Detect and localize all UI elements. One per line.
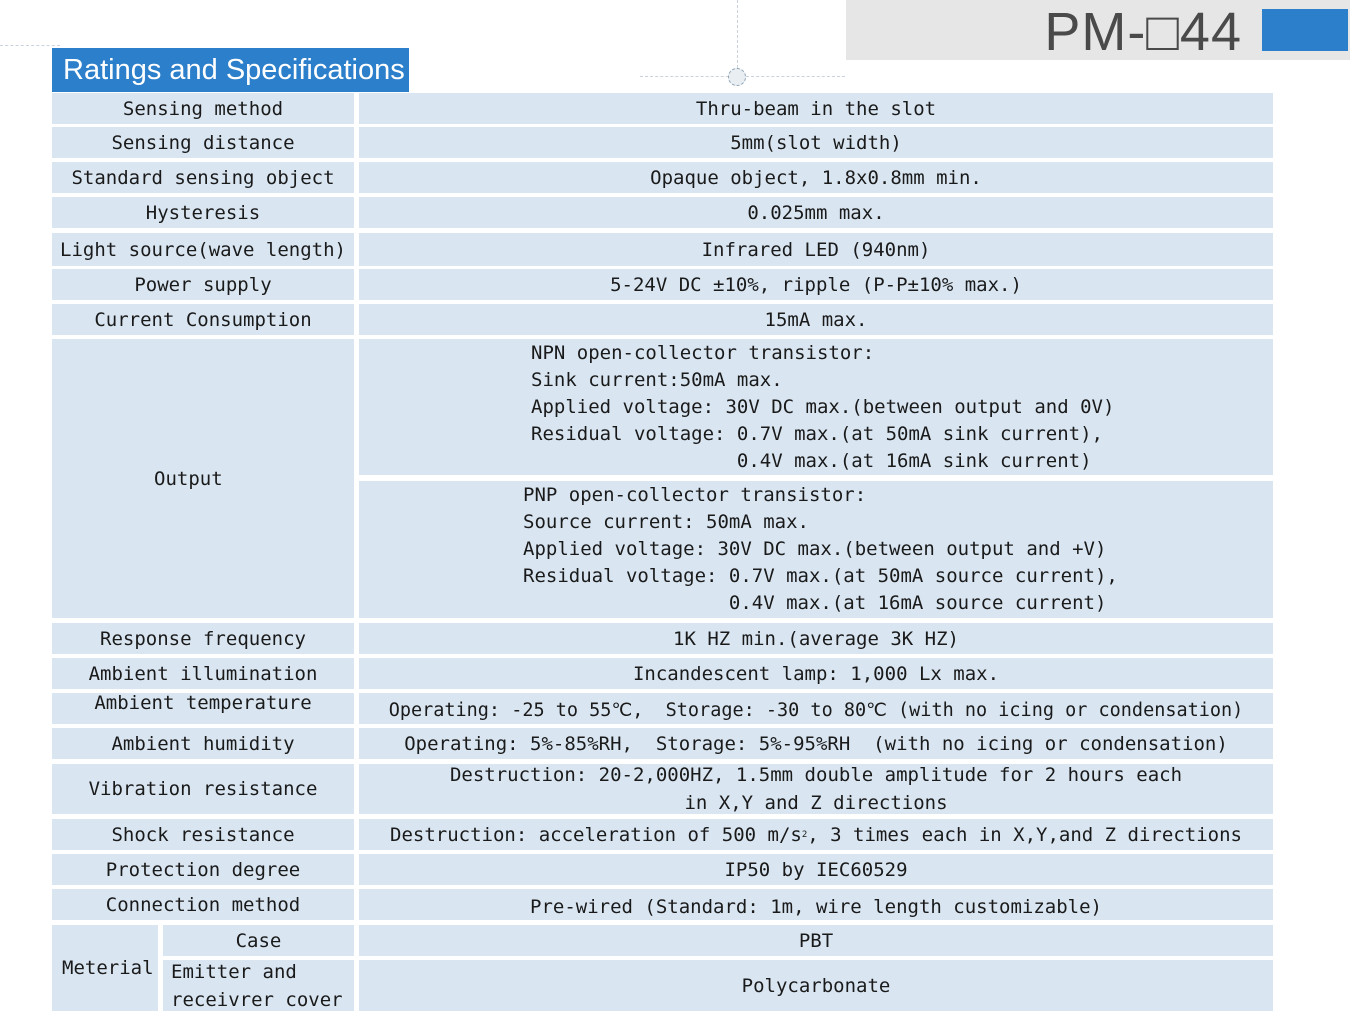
pnp-line: Residual voltage: 0.7V max.(at 50mA source current), (523, 565, 1118, 587)
rotation-handle[interactable] (728, 68, 746, 86)
value-cover: Polycarbonate (359, 960, 1273, 1011)
guide-line (737, 0, 738, 68)
value-output-pnp (359, 481, 1273, 618)
label-ambient-temperature: Ambient temperature (52, 693, 354, 724)
value-power-supply: 5-24V DC ±10%, ripple (P-P±10% max.) (359, 269, 1273, 300)
npn-line: Applied voltage: 30V DC max.(between output and 0V) (531, 395, 1115, 418)
npn-line: Sink current:50mA max. (531, 368, 783, 391)
label-sensing-method: Sensing method (52, 93, 354, 124)
label-sensing-distance: Sensing distance (52, 127, 354, 158)
label-response-frequency: Response frequency (52, 623, 354, 654)
label-cover (163, 960, 354, 1011)
label-protection-degree: Protection degree (52, 854, 354, 885)
value-response-frequency: 1K HZ min.(average 3K HZ) (359, 623, 1273, 654)
model-number: PM-□44 (1044, 2, 1242, 62)
label-connection-method: Connection method (52, 889, 354, 920)
section-title: Ratings and Specifications (52, 48, 409, 92)
cover-label-line: Emitter and (171, 960, 297, 983)
pnp-line: 0.4V max.(at 16mA source current) (523, 592, 1107, 614)
value-vibration-resistance (359, 764, 1273, 814)
label-material: Meterial (52, 925, 158, 1011)
shock-superscript: 2 (801, 829, 808, 840)
value-standard-object: Opaque object, 1.8x0.8mm min. (359, 162, 1273, 193)
value-current-consumption: 15mA max. (359, 304, 1273, 335)
value-hysteresis: 0.025mm max. (359, 197, 1273, 228)
shock-text: , 3 times each in X,Y,and Z directions (807, 823, 1242, 846)
value-ambient-illumination: Incandescent lamp: 1,000 Lx max. (359, 658, 1273, 689)
vibration-line: in X,Y and Z directions (684, 792, 948, 814)
pnp-line: PNP open-collector transistor: (523, 484, 867, 506)
value-protection-degree: IP50 by IEC60529 (359, 854, 1273, 885)
value-sensing-method: Thru-beam in the slot (359, 93, 1273, 124)
label-ambient-humidity: Ambient humidity (52, 728, 354, 759)
npn-line: NPN open-collector transistor: (531, 341, 875, 364)
value-shock-resistance (359, 819, 1273, 850)
value-ambient-humidity: Operating: 5%-85%RH, Storage: 5%-95%RH (with no icing or condensation) (359, 728, 1273, 759)
label-vibration-resistance: Vibration resistance (52, 764, 354, 814)
vibration-line: Destruction: 20-2,000HZ, 1.5mm double amplitude for 2 hours each (449, 764, 1183, 786)
label-shock-resistance: Shock resistance (52, 819, 354, 850)
label-current-consumption: Current Consumption (52, 304, 354, 335)
value-sensing-distance: 5mm(slot width) (359, 127, 1273, 158)
label-power-supply: Power supply (52, 269, 354, 300)
value-ambient-temperature: Operating: -25 to 55℃, Storage: -30 to 80℃ (with no icing or condensation) (359, 693, 1273, 724)
pnp-line: Applied voltage: 30V DC max.(between output and +V) (523, 538, 1107, 560)
pnp-line: Source current: 50mA max. (523, 511, 809, 533)
accent-block (1262, 9, 1348, 51)
value-light-source: Infrared LED (940nm) (359, 233, 1273, 266)
value-case: PBT (359, 925, 1273, 956)
value-output-npn (359, 339, 1273, 475)
label-ambient-illumination: Ambient illumination (52, 658, 354, 689)
label-case: Case (163, 925, 354, 956)
cover-label-line: receivrer cover (171, 988, 343, 1011)
label-standard-object: Standard sensing object (52, 162, 354, 193)
guide-line (0, 45, 60, 46)
value-connection-method: Pre-wired (Standard: 1m, wire length customizable) (359, 889, 1273, 920)
label-light-source: Light source(wave length) (52, 233, 354, 266)
shock-text: Destruction: acceleration of 500 m/s (390, 823, 802, 846)
label-hysteresis: Hysteresis (52, 197, 354, 228)
label-output: Output (52, 339, 354, 618)
npn-line: 0.4V max.(at 16mA sink current) (531, 449, 1092, 472)
npn-line: Residual voltage: 0.7V max.(at 50mA sink current), (531, 422, 1103, 445)
